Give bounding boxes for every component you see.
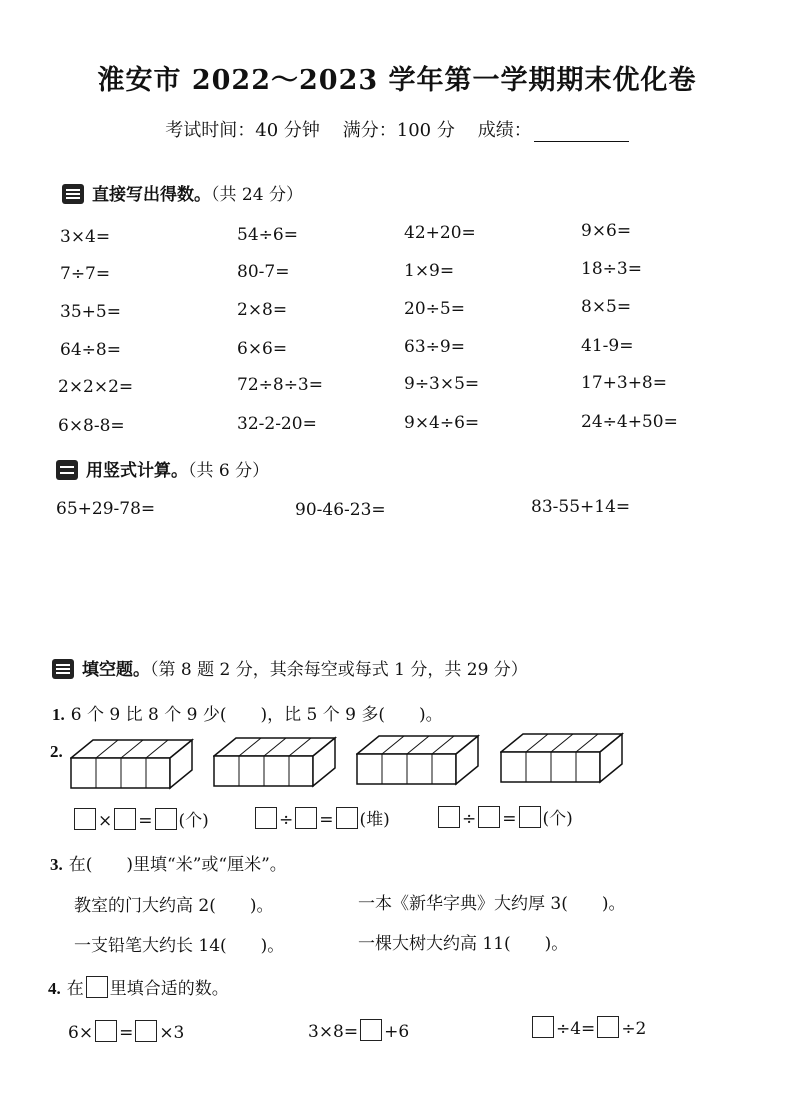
oral-item: 1×9= xyxy=(404,261,455,281)
answer-box[interactable] xyxy=(360,1019,382,1041)
oral-item: 9×4÷6= xyxy=(404,413,480,433)
answer-box[interactable] xyxy=(255,807,277,829)
answer-box[interactable] xyxy=(114,808,136,830)
answer-box[interactable] xyxy=(478,806,500,828)
oral-item: 41-9= xyxy=(581,336,634,356)
section-3-title: 填空题。 xyxy=(82,660,150,680)
answer-box[interactable] xyxy=(438,806,460,828)
answer-box[interactable] xyxy=(95,1020,117,1042)
box-symbol xyxy=(86,976,108,998)
section-2-note: （共 6 分） xyxy=(188,461,270,481)
q4-equation-1: 6× = ×3 xyxy=(68,1020,184,1043)
section-2-badge xyxy=(56,460,78,480)
question-3: 3. 在( )里填“米”或“厘米”。 xyxy=(50,855,287,875)
oral-item: 3×4= xyxy=(60,227,111,247)
oral-item: 32-2-20= xyxy=(237,414,317,434)
oral-item: 20÷5= xyxy=(404,299,465,319)
cube-group-4 xyxy=(500,732,625,784)
q2-equation-3: ÷ = (个) xyxy=(436,804,573,829)
answer-box[interactable] xyxy=(519,806,541,828)
oral-item: 72÷8÷3= xyxy=(237,375,323,395)
time-label: 考试时间：40 分钟 xyxy=(165,120,320,141)
section-1-title: 直接写出得数。 xyxy=(92,185,211,205)
oral-item: 42+20= xyxy=(404,223,476,243)
section-1-note: （共 24 分） xyxy=(211,185,303,205)
q2-equation-1: × = (个) xyxy=(72,806,209,831)
oral-item: 2×8= xyxy=(237,300,288,320)
answer-box[interactable] xyxy=(336,807,358,829)
result-blank[interactable] xyxy=(534,123,629,142)
oral-item: 54÷6= xyxy=(237,225,298,245)
answer-box[interactable] xyxy=(135,1020,157,1042)
oral-item: 6×8-8= xyxy=(58,416,125,436)
result-label: 成绩： xyxy=(477,120,532,141)
q3-item-d: 一棵大树大约高 11( )。 xyxy=(358,934,569,954)
q3-item-b: 一本《新华字典》大约厚 3( )。 xyxy=(358,894,626,914)
oral-item: 8×5= xyxy=(581,297,632,317)
oral-item: 6×6= xyxy=(237,339,288,359)
answer-box[interactable] xyxy=(155,808,177,830)
vertical-calc-item: 83-55+14= xyxy=(531,497,631,517)
oral-item: 24÷4+50= xyxy=(581,412,678,432)
oral-item: 80-7= xyxy=(237,262,290,282)
cube-group-3 xyxy=(356,734,481,786)
exam-info xyxy=(0,116,794,142)
page-title: 淮安市 2022～2023 学年第一学期期末优化卷 xyxy=(97,65,697,96)
q4-equation-3: ÷4= ÷2 xyxy=(530,1016,646,1039)
answer-box[interactable] xyxy=(597,1016,619,1038)
oral-item: 9×6= xyxy=(581,221,632,241)
section-3-badge xyxy=(52,659,74,679)
vertical-calc-item: 65+29-78= xyxy=(56,499,156,519)
section-1-heading xyxy=(62,180,303,205)
oral-item: 18÷3= xyxy=(581,259,642,279)
q2-equation-2: ÷ = (堆) xyxy=(253,805,390,830)
section-2-title: 用竖式计算。 xyxy=(86,461,188,481)
section-3-heading xyxy=(52,655,528,680)
section-2-heading xyxy=(56,456,269,481)
oral-item: 9÷3×5= xyxy=(404,374,480,394)
oral-item: 64÷8= xyxy=(60,340,121,360)
vertical-calc-item: 90-46-23= xyxy=(295,500,386,520)
cube-group-2 xyxy=(213,736,338,788)
oral-item: 17+3+8= xyxy=(581,373,667,393)
oral-item: 63÷9= xyxy=(404,337,465,357)
question-2-number: 2. xyxy=(50,742,63,761)
answer-box[interactable] xyxy=(532,1016,554,1038)
section-1-badge xyxy=(62,184,84,204)
section-3-note: （第 8 题 2 分，其余每空或每式 1 分，共 29 分） xyxy=(150,660,528,680)
question-1: 1. 6 个 9 比 8 个 9 少( )，比 5 个 9 多( )。 xyxy=(52,705,443,725)
oral-item: 2×2×2= xyxy=(58,377,134,397)
q3-item-a: 教室的门大约高 2( )。 xyxy=(74,896,274,916)
answer-box[interactable] xyxy=(295,807,317,829)
cube-group-1 xyxy=(70,738,195,790)
q4-equation-2: 3×8= +6 xyxy=(308,1019,409,1042)
oral-item: 35+5= xyxy=(60,302,121,322)
question-4: 4. 在 里填合适的数。 xyxy=(48,974,229,999)
oral-item: 7÷7= xyxy=(60,264,111,284)
q3-item-c: 一支铅笔大约长 14( )。 xyxy=(74,936,285,956)
answer-box[interactable] xyxy=(74,808,96,830)
score-label: 满分：100 分 xyxy=(342,120,455,141)
